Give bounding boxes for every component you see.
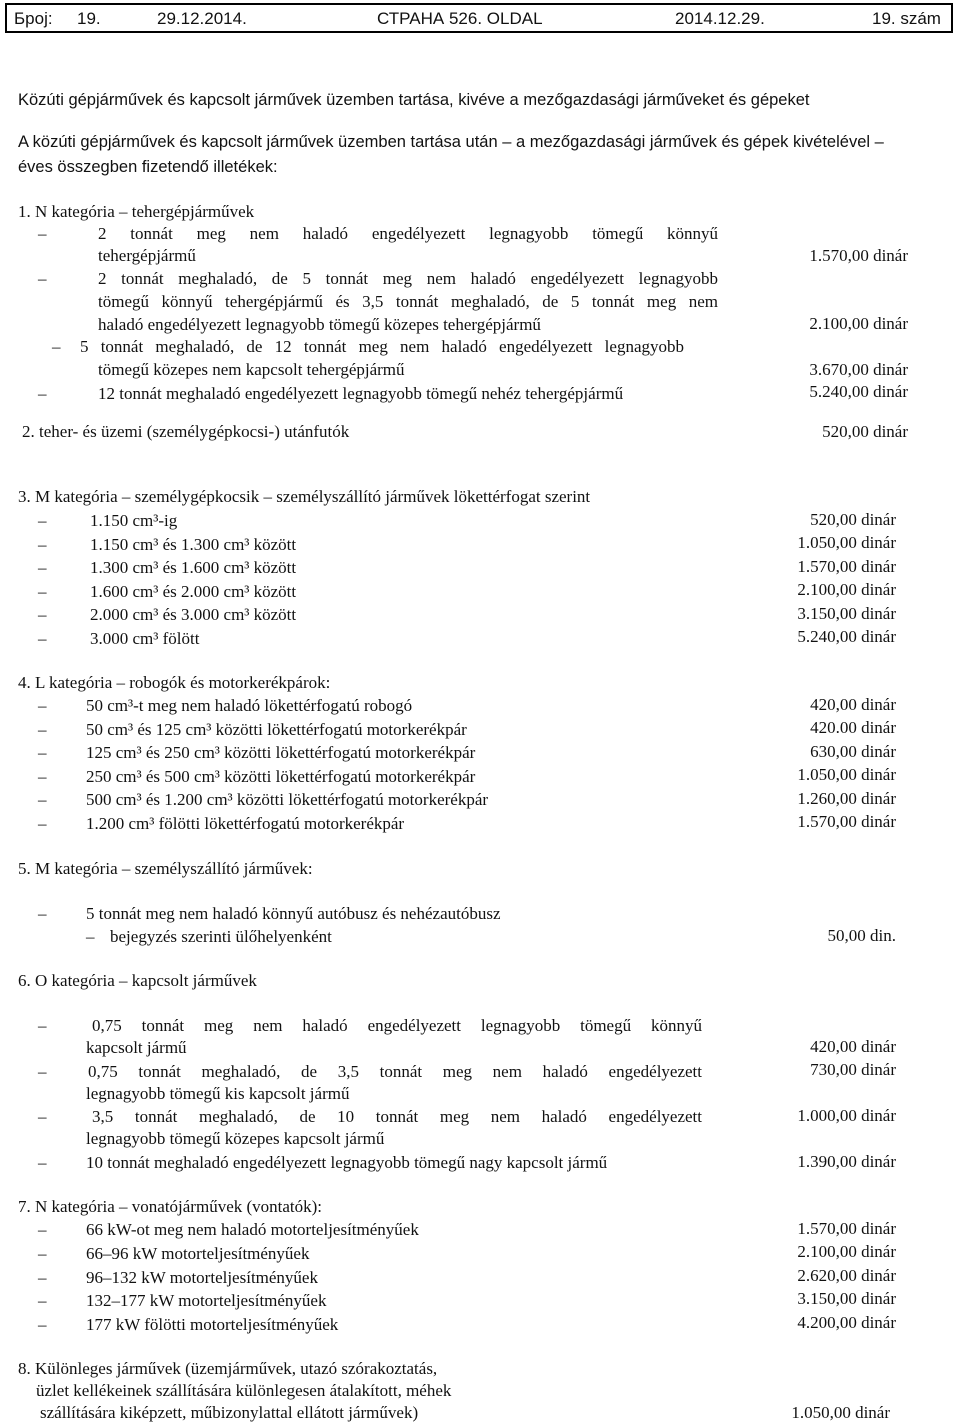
section-4-heading: 4. L kategória – robogók és motorkerékpárok: bbox=[18, 673, 331, 692]
s1-item1-amount: 1.570,00 dinár bbox=[809, 246, 908, 265]
s6-item2-line2: legnagyobb tömegű kis kapcsolt jármű bbox=[86, 1084, 350, 1103]
header-broj-value: 19. bbox=[77, 9, 101, 28]
section-5-amount: 50,00 din. bbox=[827, 926, 896, 945]
s6-item3-line2: legnagyobb tömegű közepes kapcsolt jármű bbox=[86, 1129, 385, 1148]
intro-line-1: A közúti gépjárművek és kapcsolt járművek üzemben tartása után – a mezőgazdasági járművek és gépek kivételével – bbox=[18, 133, 884, 151]
header-page-number: СТРАНА 526. OLDAL bbox=[377, 9, 543, 28]
dash-bullet: – bbox=[38, 269, 47, 288]
s3-item-label: 1.300 cm³ és 1.600 cm³ között bbox=[90, 558, 297, 577]
dash-bullet: – bbox=[38, 720, 47, 739]
s4-item-label: 1.200 cm³ fölötti lökettérfogatú motorkerékpár bbox=[86, 814, 405, 833]
section-6-heading: 6. O kategória – kapcsolt járművek bbox=[18, 971, 257, 990]
s3-item-amount: 1.570,00 dinár bbox=[797, 557, 896, 576]
s4-item-amount: 1.260,00 dinár bbox=[797, 789, 896, 808]
s4-item-amount: 1.570,00 dinár bbox=[797, 812, 896, 831]
dash-bullet: – bbox=[38, 535, 47, 554]
page-header bbox=[5, 3, 953, 33]
dash-bullet: – bbox=[38, 1315, 47, 1334]
s7-item-label: 96–132 kW motorteljesítményűek bbox=[86, 1268, 318, 1287]
s6-item2-amount: 730,00 dinár bbox=[810, 1060, 896, 1079]
s3-item-label: 1.150 cm³-ig bbox=[90, 511, 178, 530]
dash-bullet: – bbox=[38, 511, 47, 530]
section-8-line2: üzlet kellékeinek szállítására különlegesen átalakított, méhek bbox=[36, 1381, 452, 1400]
s6-item4-amount: 1.390,00 dinár bbox=[797, 1152, 896, 1171]
s5-line2: bejegyzés szerinti ülőhelyenként bbox=[110, 927, 332, 946]
header-date-hungarian: 2014.12.29. bbox=[675, 9, 765, 28]
s4-item-amount: 420.00 dinár bbox=[810, 718, 896, 737]
header-broj: Број: bbox=[14, 9, 53, 28]
s3-item-amount: 5.240,00 dinár bbox=[797, 627, 896, 646]
s4-item-label: 50 cm³-t meg nem haladó lökettérfogatú robogó bbox=[86, 696, 413, 715]
dash-bullet: – bbox=[38, 582, 47, 601]
s4-item-label: 500 cm³ és 1.200 cm³ közötti lökettérfogatú motorkerékpár bbox=[86, 790, 489, 809]
s7-item-amount: 2.100,00 dinár bbox=[797, 1242, 896, 1261]
s4-item-amount: 1.050,00 dinár bbox=[797, 765, 896, 784]
dash-bullet: – bbox=[38, 814, 47, 833]
s3-item-amount: 3.150,00 dinár bbox=[797, 604, 896, 623]
s6-item1-line1: 0,75 tonnát meg nem haladó engedélyezett legnagyobb tömegű könnyű bbox=[92, 1016, 702, 1035]
dash-bullet: – bbox=[52, 337, 61, 356]
dash-bullet: – bbox=[38, 904, 47, 923]
dash-bullet: – bbox=[38, 1291, 47, 1310]
s3-item-amount: 520,00 dinár bbox=[810, 510, 896, 529]
section-3-heading: 3. M kategória – személygépkocsik – személyszállító járművek lökettérfogat szerint bbox=[18, 487, 591, 506]
dash-bullet: – bbox=[38, 1062, 47, 1081]
dash-bullet: – bbox=[38, 1268, 47, 1287]
section-1-heading: 1. N kategória – tehergépjárművek bbox=[18, 202, 255, 221]
dash-bullet: – bbox=[38, 224, 47, 243]
s1-item3-line2: tömegű közepes nem kapcsolt tehergépjármű bbox=[98, 360, 405, 379]
s7-item-label: 132–177 kW motorteljesítményűek bbox=[86, 1291, 327, 1310]
section-7-heading: 7. N kategória – vonatójárművek (vontatók): bbox=[18, 1197, 323, 1216]
s4-item-label: 125 cm³ és 250 cm³ közötti lökettérfogatú motorkerékpár bbox=[86, 743, 476, 762]
s7-item-amount: 2.620,00 dinár bbox=[797, 1266, 896, 1285]
dash-bullet: – bbox=[38, 696, 47, 715]
s6-item3-amount: 1.000,00 dinár bbox=[797, 1106, 896, 1125]
dash-bullet: – bbox=[86, 927, 95, 946]
dash-bullet: – bbox=[38, 767, 47, 786]
dash-bullet: – bbox=[38, 790, 47, 809]
dash-bullet: – bbox=[38, 1153, 47, 1172]
header-issue-number: 19. szám bbox=[872, 9, 941, 28]
s7-item-label: 66–96 kW motorteljesítményűek bbox=[86, 1244, 310, 1263]
section-2-amount: 520,00 dinár bbox=[822, 422, 908, 441]
s6-item1-amount: 420,00 dinár bbox=[810, 1037, 896, 1056]
s1-item2-line2: tömegű könnyű tehergépjármű és 3,5 tonnát meghaladó, de 5 tonnát meg nem bbox=[98, 292, 718, 311]
dash-bullet: – bbox=[38, 629, 47, 648]
s7-item-label: 177 kW fölötti motorteljesítményűek bbox=[86, 1315, 339, 1334]
s1-item4-line1: 12 tonnát meghaladó engedélyezett legnagyobb tömegű nehéz tehergépjármű bbox=[98, 384, 624, 403]
dash-bullet: – bbox=[38, 384, 47, 403]
dash-bullet: – bbox=[38, 1107, 47, 1126]
section-5-heading: 5. M kategória – személyszállító járművek: bbox=[18, 859, 313, 878]
section-8-amount: 1.050,00 dinár bbox=[791, 1403, 890, 1422]
s6-item1-line2: kapcsolt jármű bbox=[86, 1038, 187, 1057]
dash-bullet: – bbox=[38, 605, 47, 624]
s4-item-label: 50 cm³ és 125 cm³ közötti lökettérfogatú motorkerékpár bbox=[86, 720, 467, 739]
s4-item-amount: 420,00 dinár bbox=[810, 695, 896, 714]
s1-item2-line1: 2 tonnát meghaladó, de 5 tonnát meg nem haladó engedélyezett legnagyobb bbox=[98, 269, 718, 288]
s6-item3-line1: 3,5 tonnát meghaladó, de 10 tonnát meg nem haladó engedélyezett bbox=[92, 1107, 702, 1126]
section-2-heading: 2. teher- és üzemi (személygépkocsi-) utánfutók bbox=[22, 422, 350, 441]
s1-item2-amount: 2.100,00 dinár bbox=[809, 314, 908, 333]
section-8-line1: 8. Különleges járművek (üzemjárművek, utazó szórakoztatás, bbox=[18, 1359, 438, 1378]
dash-bullet: – bbox=[38, 558, 47, 577]
dash-bullet: – bbox=[38, 1220, 47, 1239]
s4-item-amount: 630,00 dinár bbox=[810, 742, 896, 761]
dash-bullet: – bbox=[38, 1244, 47, 1263]
section-8-line3: szállítására kiképzett, műbizonylattal ellátott járművek) bbox=[40, 1403, 419, 1422]
s3-item-label: 1.150 cm³ és 1.300 cm³ között bbox=[90, 535, 297, 554]
dash-bullet: – bbox=[38, 743, 47, 762]
intro-line-2: éves összegben fizetendő illetékek: bbox=[18, 158, 278, 176]
s3-item-label: 3.000 cm³ fölött bbox=[90, 629, 200, 648]
s1-item4-amount: 5.240,00 dinár bbox=[809, 382, 908, 401]
document-title: Közúti gépjárművek és kapcsolt járművek üzemben tartása, kivéve a mezőgazdasági járműveket és gépeket bbox=[18, 91, 810, 109]
s1-item3-amount: 3.670,00 dinár bbox=[809, 360, 908, 379]
s1-item1-line2: tehergépjármű bbox=[98, 246, 196, 265]
dash-bullet: – bbox=[38, 1016, 47, 1035]
s4-item-label: 250 cm³ és 500 cm³ közötti lökettérfogatú motorkerékpár bbox=[86, 767, 476, 786]
s7-item-label: 66 kW-ot meg nem haladó motorteljesítményűek bbox=[86, 1220, 419, 1239]
s3-item-label: 1.600 cm³ és 2.000 cm³ között bbox=[90, 582, 297, 601]
s7-item-amount: 1.570,00 dinár bbox=[797, 1219, 896, 1238]
s1-item2-line3: haladó engedélyezett legnagyobb tömegű közepes tehergépjármű bbox=[98, 315, 541, 334]
s1-item3-line1: 5 tonnát meghaladó, de 12 tonnát meg nem haladó engedélyezett legnagyobb bbox=[80, 337, 684, 356]
s6-item4-line1: 10 tonnát meghaladó engedélyezett legnagyobb tömegű nagy kapcsolt jármű bbox=[86, 1153, 608, 1172]
s3-item-amount: 2.100,00 dinár bbox=[797, 580, 896, 599]
s3-item-amount: 1.050,00 dinár bbox=[797, 533, 896, 552]
s1-item1-line1: 2 tonnát meg nem haladó engedélyezett legnagyobb tömegű könnyű bbox=[98, 224, 718, 243]
s6-item2-line1: 0,75 tonnát meghaladó, de 3,5 tonnát meg nem haladó engedélyezett bbox=[88, 1062, 702, 1081]
header-date-serbian: 29.12.2014. bbox=[157, 9, 247, 28]
s3-item-label: 2.000 cm³ és 3.000 cm³ között bbox=[90, 605, 297, 624]
s7-item-amount: 3.150,00 dinár bbox=[797, 1289, 896, 1308]
s5-line1: 5 tonnát meg nem haladó könnyű autóbusz és nehézautóbusz bbox=[86, 904, 501, 923]
s7-item-amount: 4.200,00 dinár bbox=[797, 1313, 896, 1332]
